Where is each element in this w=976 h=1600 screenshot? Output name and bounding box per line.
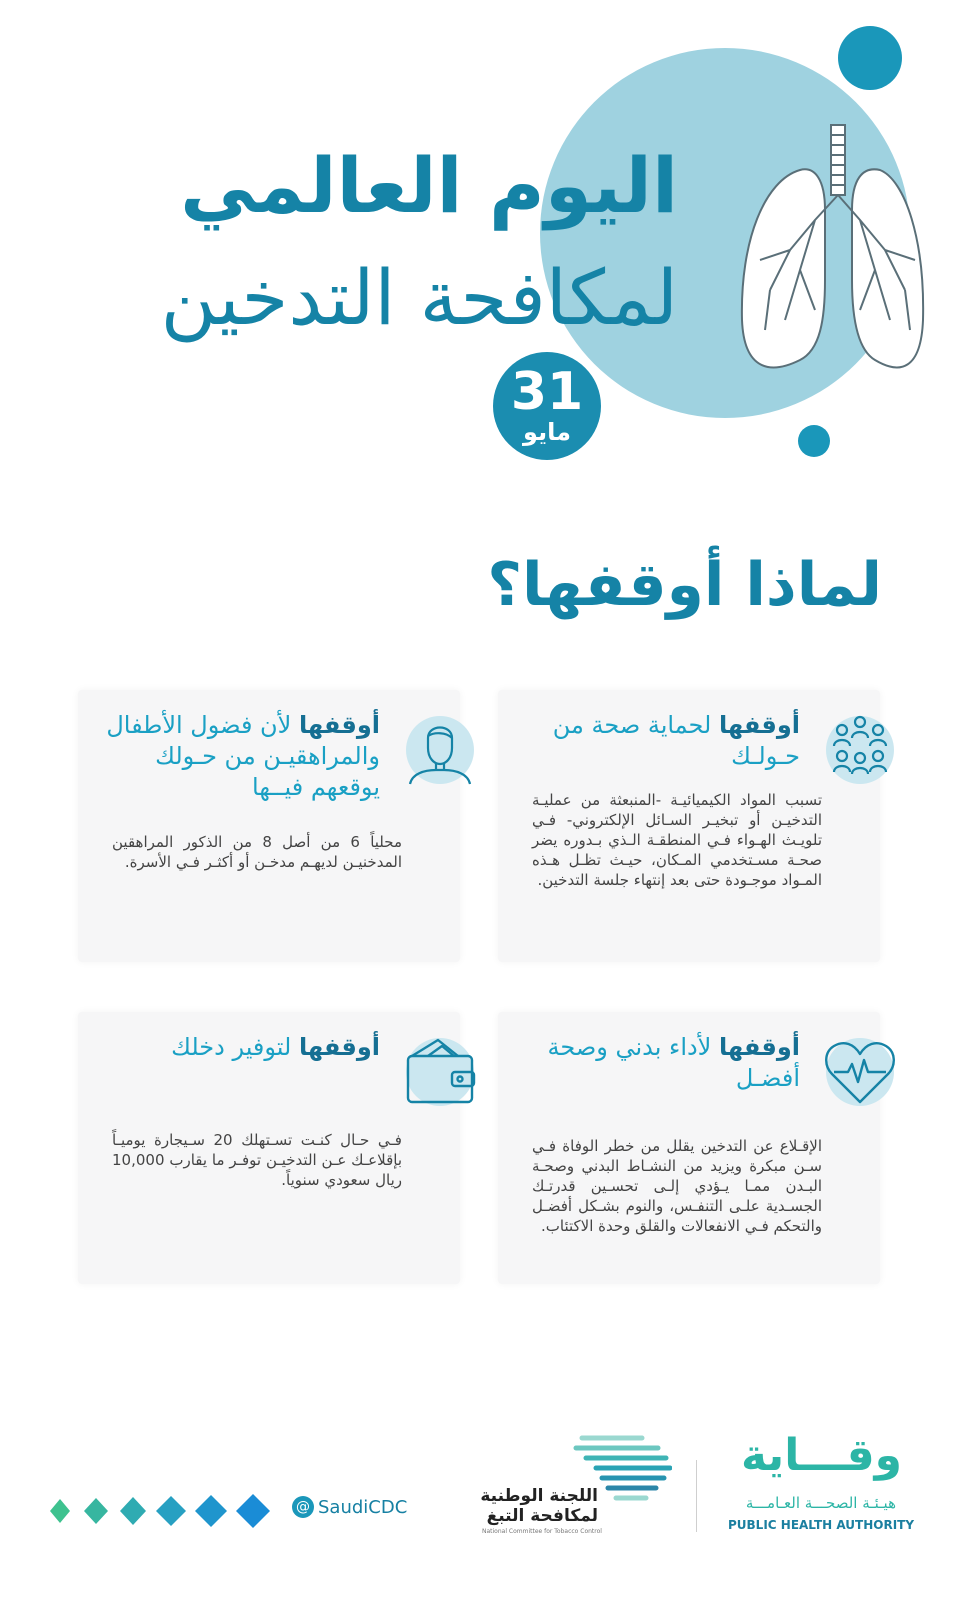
- person-icon: [398, 708, 482, 792]
- reason-card-health: [498, 1012, 880, 1284]
- at-icon: @: [292, 1496, 314, 1518]
- pha-name-ar: هيـئـة الصحـــة العـامـــة: [745, 1494, 896, 1512]
- footer-divider: [696, 1460, 697, 1532]
- card-heading: [510, 710, 800, 772]
- wallet-icon: [398, 1030, 482, 1114]
- waqaya-logo-text: وقـــاية: [740, 1430, 902, 1481]
- page-title-line1: اليوم العالمي: [180, 141, 678, 230]
- social-handle[interactable]: [292, 1496, 407, 1518]
- decor-dot-bottom: [798, 425, 830, 457]
- card-heading: [510, 1032, 800, 1094]
- card-heading-strong: أوقفها: [719, 1033, 800, 1061]
- date-month: مايو: [523, 418, 571, 446]
- decor-diamonds: [48, 1494, 280, 1528]
- people-group-icon: [818, 708, 902, 792]
- card-heading-strong: أوقفها: [299, 1033, 380, 1061]
- card-heading-rest: لحماية صحة من حـولـك: [552, 711, 800, 770]
- section-title: لماذا أوقفها؟: [487, 550, 882, 620]
- ntc-name-en: National Committee for Tobacco Control: [482, 1528, 602, 1535]
- lungs-icon: [730, 120, 930, 400]
- heart-pulse-icon: [818, 1030, 902, 1114]
- card-body: محلياً 6 من أصل 8 من الذكور المراهقين المدخنيـن لديهـم مدخـن أو أكثـر فـي الأسرة.: [112, 833, 402, 871]
- page-title-line2: لمكافحة التدخين: [160, 253, 678, 342]
- decor-dot-top: [838, 26, 902, 90]
- reason-card-protect-others: [498, 690, 880, 962]
- card-body: الإقـلاع عن التدخين يقلل من خطر الوفاة فـي سـن مبكرة ويزيد من النشـاط البدني وصحـة البـدن ممـا يـؤدي إلـى تحسـين قدرتـك الجسـدية علـى التنفـس، والنوم بشـكل أفضـل والتحكم فـي الانفعالات والقلق وحدة الاكتئاب.: [532, 1137, 822, 1235]
- date-badge: [493, 352, 601, 460]
- card-heading-rest: لتوفير دخلك: [171, 1033, 299, 1061]
- card-heading: [90, 710, 380, 803]
- date-day: 31: [510, 362, 584, 422]
- social-handle-text: SaudiCDC: [318, 1496, 408, 1518]
- pha-name-en: PUBLIC HEALTH AUTHORITY: [728, 1518, 915, 1532]
- card-heading-strong: أوقفها: [299, 711, 380, 739]
- card-heading: [90, 1032, 380, 1063]
- reason-card-children: [78, 690, 460, 962]
- ntc-name: اللجنة الوطنية لمكافحة التبغ: [480, 1486, 598, 1526]
- card-body: تسبب المواد الكيميائيـة -المنبعثة من عمليـة التدخيـن أو تبخيـر السـائل الإلكتروني- فـي تلويـث الهـواء فـي المنطقـة الـذي بـدوره يضر صحـة مسـتخدمي المـكان، حيـث تظـل هـذه المـواد موجـودة حتى بعد إنتهاء جلسة التدخين.: [532, 791, 822, 889]
- card-heading-rest: لأداء بدني وصحة أفضـل: [547, 1033, 800, 1092]
- card-heading-strong: أوقفها: [719, 711, 800, 739]
- card-body: فـي حـال كنـت تسـتهلك 20 سـيجارة يوميـاً بإقلاعـك عـن التدخيـن توفـر ما يقارب 10,000 ريال سعودي سنوياً.: [112, 1131, 402, 1189]
- card-heading-rest: لأن فضول الأطفال والمراهقيـن من حـولك يوقعهم فيــها: [106, 711, 380, 801]
- reason-card-savings: [78, 1012, 460, 1284]
